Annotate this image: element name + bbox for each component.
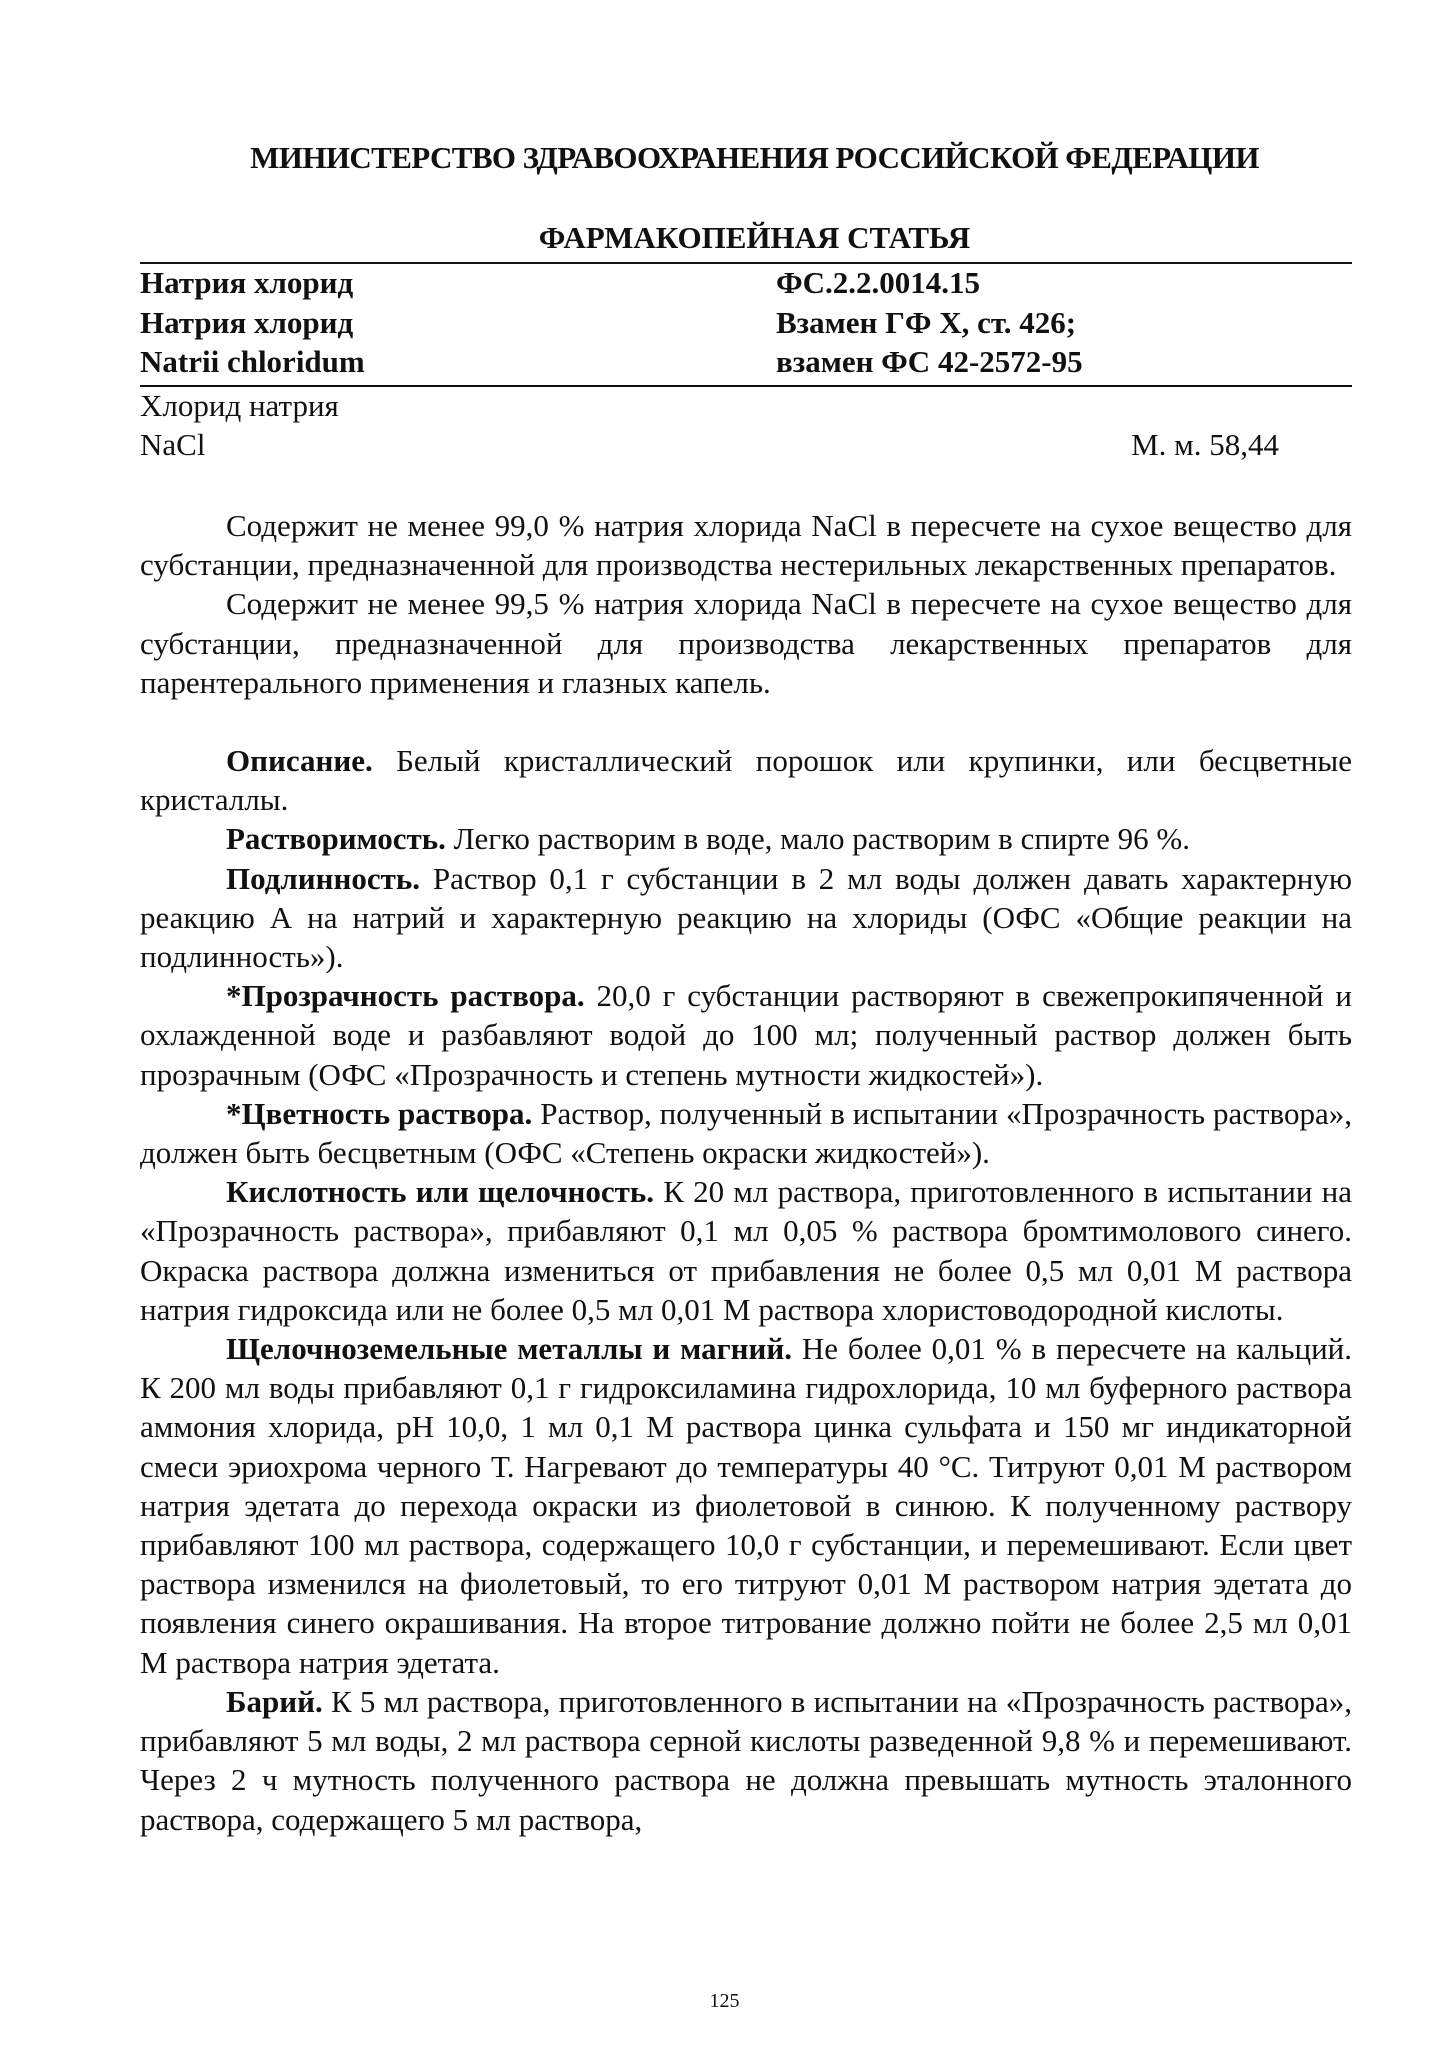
section-label: Подлинность. [226,860,421,896]
monograph-body [140,506,1352,1839]
section-text: 20,0 г субстанции растворяют в свежепрокипяченной и охлажденной воде и разбавляют водой до 100 мл; полученный раствор должен быть прозрачным (ОФС «Прозрачность и степень мутности жидкостей»). [140,978,1352,1092]
title-row-1 [140,265,1352,305]
section-clarity [140,976,1352,1094]
content-paragraph-2: Содержит не менее 99,5 % натрия хлорида NaCl в пересчете на сухое вещество для субстанции, предназначенной для производства лекарственных препаратов для парентерального применения и глазных капель. [140,586,1352,700]
section-alkaline-earth [140,1329,1352,1682]
molar-mass: М. м. 58,44 [1131,427,1279,462]
section-label: Растворимость. [226,821,446,857]
chemical-formula: NaCl [140,427,206,462]
title-row-2 [140,305,1352,345]
section-text: К 5 мл раствора, приготовленного в испытании на «Прозрачность раствора», прибавляют 5 мл воды, 2 мл раствора серной кислоты разведенной 9,8 % и перемешивают. Через 2 ч мутность полученного раствора не должна превышать мутность эталонного раствора, содержащего 5 мл раствора, [140,1683,1352,1837]
section-text: Раствор, полученный в испытании «Прозрачность раствора», должен быть бесцветным (ОФС «Степень окраски жидкостей»). [140,1095,1352,1171]
ministry-heading: МИНИСТЕРСТВО ЗДРАВООХРАНЕНИЯ РОССИЙСКОЙ ФЕДЕРАЦИИ [250,140,1259,175]
replaces-line-2: взамен ФС 42-2572-95 [776,344,1083,379]
substance-name-alt: Натрия хлорид [140,305,354,340]
section-label: Описание. [226,743,373,779]
section-acidity [140,1172,1352,1329]
monograph-code: ФС.2.2.0014.15 [776,265,981,300]
replaces-line-1: Взамен ГФ X, ст. 426; [776,305,1077,340]
section-text: Раствор 0,1 г субстанции в 2 мл воды должен давать характерную реакцию А на натрий и характерную реакцию на хлориды (ОФС «Общие реакции на подлинность»). [140,860,1352,975]
section-text: Легко растворим в воде, мало растворим в спирте 96 %. [445,821,1190,857]
bottom-divider [140,385,1352,387]
section-label: *Прозрачность раствора. [226,978,585,1014]
title-row-3 [140,344,1352,384]
latin-name: Natrii chloridum [140,344,365,379]
section-text: Белый кристаллический порошок или крупинки, или бесцветные кристаллы. [140,743,1352,818]
section-label: *Цветность раствора. [226,1095,533,1131]
section-description [140,741,1352,819]
document-type-heading: ФАРМАКОПЕЙНАЯ СТАТЬЯ [538,220,971,255]
section-label: Щелочноземельные металлы и магний. [226,1331,792,1367]
top-divider [140,262,1352,264]
chemical-name: Хлорид натрия [140,388,339,423]
content-paragraph-1: Содержит не менее 99,0 % натрия хлорида NaCl в пересчете на сухое вещество для субстанции, предназначенной для производства нестерильных лекарственных препаратов. [140,508,1352,583]
section-label: Барий. [226,1683,323,1719]
page-number: 125 [709,1990,740,2012]
section-identification [140,859,1352,977]
section-solubility [140,819,1352,858]
section-text: Не более 0,01 % в пересчете на кальций. К 200 мл воды прибавляют 0,1 г гидроксиламина гидрохлорида, 10 мл буферного раствора аммония хлорида, pH 10,0, 1 мл 0,1 М раствора цинка сульфата и 150 мг индикаторной смеси эриохрома черного Т. Нагревают до температуры 40 °С. Титруют 0,01 М раствором натрия эдетата до перехода окраски из фиолетовой в синюю. К полученному раствору прибавляют 100 мл раствора, содержащего 10,0 г субстанции, и перемешивают. Если цвет раствора изменился на фиолетовый, то его титруют 0,01 М раствором натрия эдетата до появления синего окрашивания. На второе титрование должно пойти не более 2,5 мл 0,01 М раствора натрия эдетата. [140,1331,1353,1680]
substance-name: Натрия хлорид [140,265,354,300]
section-label: Кислотность или щелочность. [226,1174,655,1210]
section-text: К 20 мл раствора, приготовленного в испытании на «Прозрачность раствора», прибавляют 0,1 мл 0,05 % раствора бромтимолового синего. Окраска раствора должна измениться от прибавления не более 0,5 мл 0,01 М раствора натрия гидроксида или не более 0,5 мл 0,01 М раствора хлористоводородной кислоты. [140,1174,1352,1327]
section-color [140,1094,1352,1172]
section-barium [140,1682,1352,1839]
